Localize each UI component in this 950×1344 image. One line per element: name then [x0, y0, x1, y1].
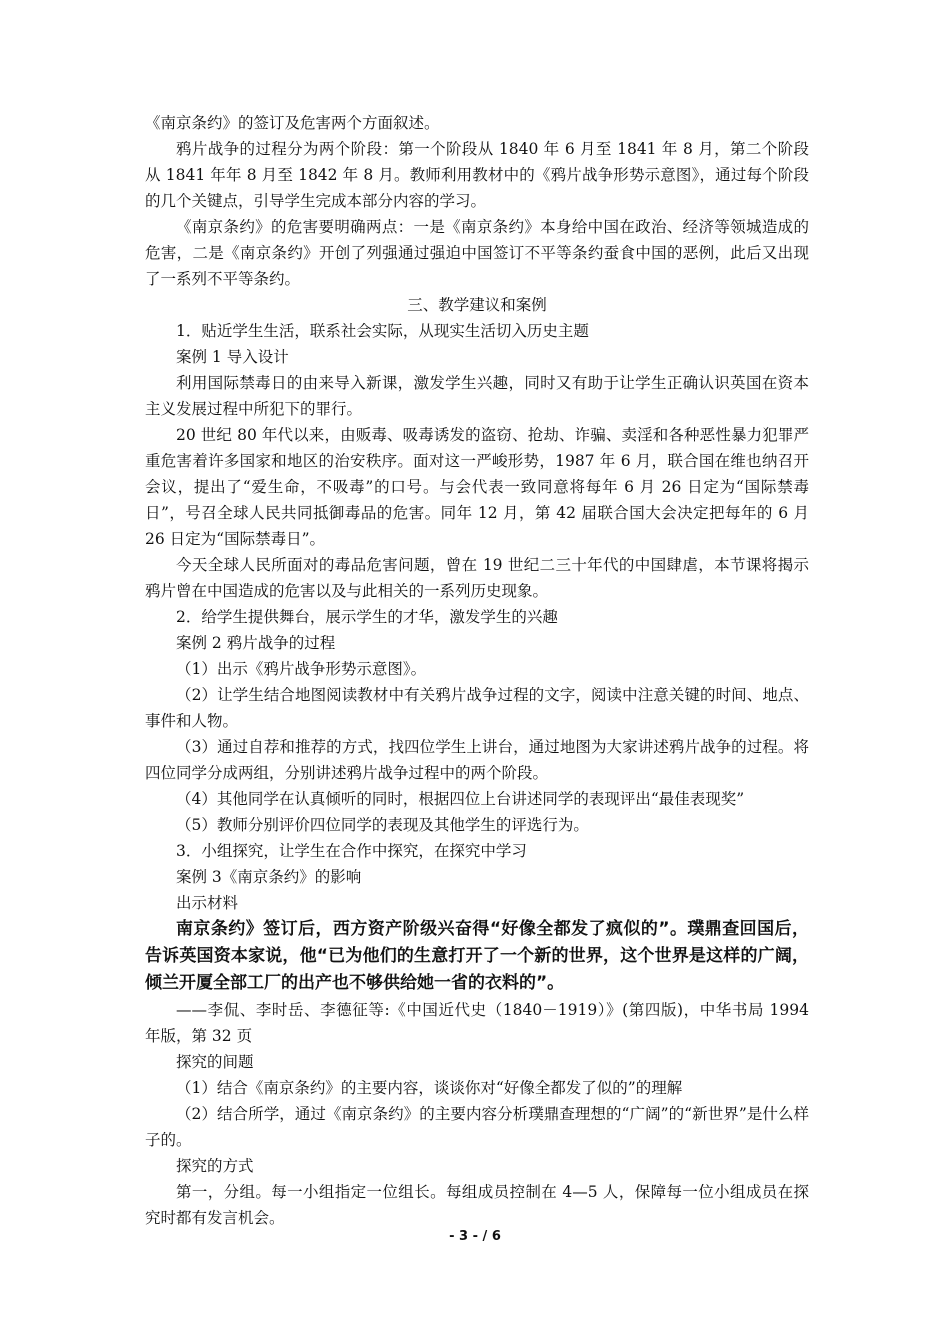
- case-title: 案例 2 鸦片战争的过程: [176, 634, 336, 652]
- list-item: （2）让学生结合地图阅读教材中有关鸦片战争过程的文字，阅读中注意关键的时间、地点、事件和人物。: [145, 686, 809, 730]
- subheading: 2．给学生提供舞台，展示学生的才华，激发学生的兴趣: [176, 608, 558, 626]
- paragraph: 《南京条约》的签订及危害两个方面叙述。: [145, 114, 440, 132]
- paragraph: 《南京条约》的危害要明确两点：一是《南京条约》本身给中国在政治、经济等领城造成的危害，二是《南京条约》开创了列强通过强迫中国签订不平等条约蚕食中国的恶例，此后又出现了一系列不平等条约。: [145, 218, 809, 288]
- list-item: （3）通过自荐和推荐的方式，找四位学生上讲台，通过地图为大家讲述鸦片战争的过程。将四位同学分成两组，分别讲述鸦片战争过程中的两个阶段。: [145, 738, 809, 782]
- list-item: （2）结合所学，通过《南京条约》的主要内容分析璞鼎查理想的“广阔”的“新世界”是什么样子的。: [145, 1105, 809, 1149]
- page-number: - 3 - / 6: [449, 1229, 501, 1244]
- paragraph: 探究的方式: [176, 1157, 254, 1175]
- case-title: 案例 3《南京条约》的影响: [176, 868, 362, 886]
- list-item: （1）出示《鸦片战争形势示意图》。: [176, 660, 427, 678]
- paragraph: 第一，分组。每一小组指定一位组长。每组成员控制在 4—5 人，保障每一位小组成员在探究时都有发言机会。: [145, 1183, 809, 1227]
- list-item: （4）其他同学在认真倾听的同时，根据四位上台讲述同学的表现评出“最佳表现奖”: [176, 790, 745, 808]
- section-heading: 三、教学建议和案例: [407, 296, 547, 314]
- paragraph: 今天全球人民所面对的毒品危害问题，曾在 19 世纪二三十年代的中国肆虐，本节课将揭示鸦片曾在中国造成的危害以及与此相关的一系列历史现象。: [145, 556, 809, 600]
- paragraph: 探究的间题: [176, 1053, 254, 1071]
- citation: ——李侃、李时岳、李德征等:《中国近代史（1840－1919）》(第四版)，中华书局 1994 年版，第 32 页: [145, 1001, 809, 1045]
- paragraph: 出示材料: [176, 894, 239, 912]
- page-body: [145, 110, 809, 1231]
- list-item: （1）结合《南京条约》的主要内容，谈谈你对“好像全都发了似的”的理解: [176, 1079, 683, 1097]
- paragraph: 20 世纪 80 年代以来，由贩毒、吸毒诱发的盗窃、抢劫、诈骗、卖淫和各种恶性暴力犯罪严重危害着许多国家和地区的治安秩序。面对这一严峻形势，1987 年 6 月，联合国在维也纳召开会议，提出了“爱生命，不吸毒”的口号。与会代表一致同意将每年 6 月 26 日定为“国际禁毒日”，号召全球人民共同抵御毒品的危害。同年 12 月，第 42 届联合国大会决定把每年的 6 月 26 日定为“国际禁毒日”。: [145, 426, 809, 548]
- list-item: （5）教师分别评价四位同学的表现及其他学生的评选行为。: [176, 816, 589, 834]
- paragraph: 利用国际禁毒日的由来导入新课，激发学生兴趣，同时又有助于让学生正确认识英国在资本主义发展过程中所犯下的罪行。: [145, 374, 809, 418]
- case-title: 案例 1 导入设计: [176, 348, 289, 366]
- subheading: 1．贴近学生生活，联系社会实际，从现实生活切入历史主题: [176, 322, 589, 340]
- quoted-material: 南京条约》签订后，西方资产阶级兴奋得“好像全都发了疯似的”。璞鼎查回国后，告诉英国资本家说，他“已为他们的生意打开了一个新的世界，这个世界是这样的广阔，倾兰开厦全部工厂的出产也不够供给她一省的衣料的”。: [145, 919, 809, 993]
- subheading: 3．小组探究，让学生在合作中探究，在探究中学习: [176, 842, 527, 860]
- paragraph: 鸦片战争的过程分为两个阶段：第一个阶段从 1840 年 6 月至 1841 年 8 月，第二个阶段从 1841 年年 8 月至 1842 年 8 月。教师利用教材中的《鸦片战争形势示意图》，通过每个阶段的几个关键点，引导学生完成本部分内容的学习。: [145, 140, 809, 210]
